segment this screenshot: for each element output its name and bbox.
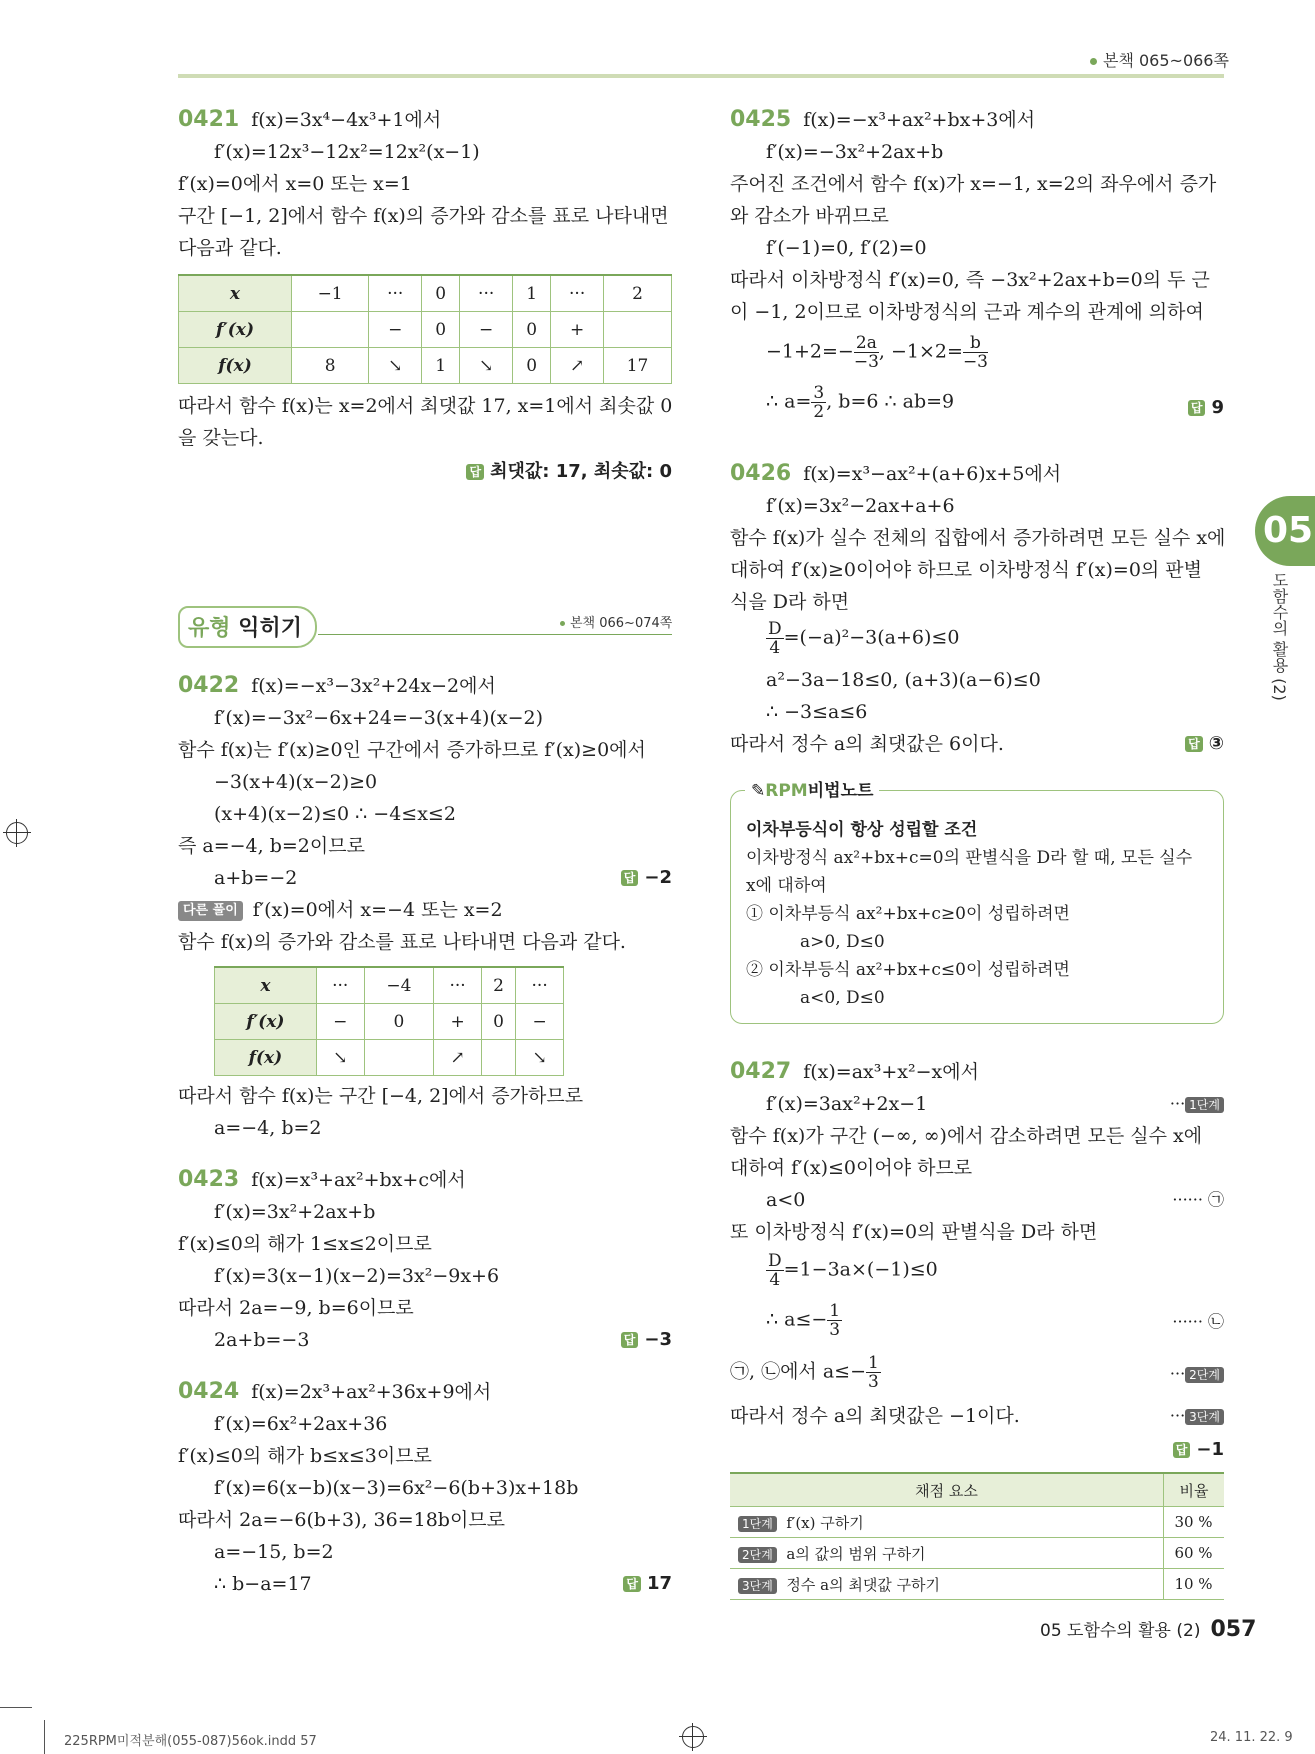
problem-number: 0422 — [178, 673, 240, 698]
problem-0424-line-1: 0424 f(x)=2x³+ax²+36x+9에서 — [178, 1379, 492, 1404]
table-row: x ··· −4 ··· 2 ··· — [215, 967, 564, 1004]
crop-mark — [44, 1720, 45, 1754]
variation-table-0421 — [178, 274, 672, 384]
problem-0422-line-8: 다른 풀이 f′(x)=0에서 x=−4 또는 x=2 — [178, 894, 503, 926]
step-2-label: ··· 2단계 — [1170, 1358, 1224, 1390]
problem-0421-line-2: f′(x)=12x³−12x²=12x²(x−1) — [214, 141, 480, 163]
problem-number: 0421 — [178, 107, 240, 132]
problem-0422-line-2: f′(x)=−3x²−6x+24=−3(x+4)(x−2) — [214, 707, 543, 729]
problem-number: 0426 — [730, 461, 792, 486]
problem-0421-line-1: 0421 f(x)=3x⁴−4x³+1에서 — [178, 107, 442, 132]
problem-0421-line-6: 따라서 함수 f(x)는 x=2에서 최댓값 17, x=1에서 최솟값 0 — [178, 395, 673, 417]
problem-0423-line-2: f′(x)=3x²+2ax+b — [214, 1201, 376, 1223]
answer-tag: 답 — [1185, 736, 1203, 752]
fraction: $\frac{D}{4}$ — [768, 1251, 782, 1290]
pencil-icon: ✎ — [751, 781, 766, 801]
problem-0424-line-4: f′(x)=6(x−b)(x−3)=6x²−6(b+3)x+18b — [214, 1477, 579, 1499]
table-row: f(x) ↘ ↗ ↘ — [215, 1040, 564, 1076]
problem-0426-line-1: 0426 f(x)=x³−ax²+(a+6)x+5에서 — [730, 461, 1062, 486]
section-reference: 본책 066~074쪽 — [560, 612, 672, 631]
bullet-dot-icon — [1090, 58, 1097, 65]
chapter-side-title: 도함수의 활용 (2) — [1270, 572, 1289, 701]
problem-0426-line-2: f′(x)=3x²−2ax+a+6 — [766, 495, 955, 517]
problem-0425-line-6: 따라서 이차방정식 f′(x)=0, 즉 −3x²+2ax+b=0의 두 근 — [730, 269, 1210, 291]
answer-tag: 답 — [621, 870, 639, 886]
answer-tag: 답 — [621, 1332, 639, 1348]
problem-number: 0425 — [730, 107, 792, 132]
problem-0421-line-7: 을 갖는다. — [178, 427, 264, 449]
table-row: f′(x) − 0 + 0 − — [215, 1004, 564, 1040]
problem-0427-line-3: 함수 f(x)가 구간 (−∞, ∞)에서 감소하려면 모든 실수 x에 — [730, 1125, 1203, 1147]
problem-0422-line-1: 0422 f(x)=−x³−3x²+24x−2에서 — [178, 673, 496, 698]
problem-0422-line-7: a+b=−2 — [214, 867, 298, 889]
section-title: 유형 익히기 — [188, 616, 302, 641]
problem-0427-line-5: a<0 — [766, 1189, 806, 1211]
problem-0421-line-4: 구간 [−1, 2]에서 함수 f(x)의 증가와 감소를 표로 나타내면 — [178, 205, 669, 227]
problem-0423-line-1: 0423 f(x)=x³+ax²+bx+c에서 — [178, 1167, 466, 1192]
header-reference: 본책 065~066쪽 — [1090, 48, 1229, 71]
problem-0424-line-3: f′(x)≤0의 해가 b≤x≤3이므로 — [178, 1445, 432, 1467]
table-row: f(x) 8 ↘ 1 ↘ 0 ↗ 17 — [179, 348, 672, 384]
table-header-row: 채점 요소 비율 — [730, 1473, 1224, 1507]
section-rule — [318, 634, 672, 635]
problem-0427-line-4: 대하여 f′(x)≤0이어야 하므로 — [730, 1157, 973, 1179]
fraction: $\frac{2a}{-3}$ — [853, 333, 879, 372]
problem-0426-line-8: ∴ −3≤a≤6 — [766, 701, 868, 723]
fraction: $\frac{1}{3}$ — [829, 1301, 841, 1340]
answer-0423: 답 −3 — [621, 1324, 672, 1356]
step-3-label: ··· 3단계 — [1170, 1400, 1224, 1432]
problem-0421-line-5: 다음과 같다. — [178, 237, 282, 259]
table-row: 1단계 f′(x) 구하기 30 % — [730, 1507, 1224, 1538]
problem-0426-line-6: $\frac{D}{4}$ =(−a)²−3(a+6)≤0 — [768, 619, 960, 658]
crop-mark — [0, 1707, 32, 1708]
print-slug-date: 24. 11. 22. 9 — [1210, 1730, 1293, 1745]
answer-tag: 답 — [1173, 1442, 1191, 1458]
problem-0425-line-3: 주어진 조건에서 함수 f(x)가 x=−1, x=2의 좌우에서 증가 — [730, 173, 1217, 195]
table-row: 2단계 a의 값의 범위 구하기 60 % — [730, 1538, 1224, 1569]
problem-0422-line-9: 함수 f(x)의 증가와 감소를 표로 나타내면 다음과 같다. — [178, 931, 626, 953]
step-1-label: ··· 1단계 — [1170, 1088, 1224, 1120]
table-row: f′(x) − 0 − 0 + — [179, 312, 672, 348]
answer-tag: 답 — [1188, 400, 1206, 416]
problem-number: 0424 — [178, 1379, 240, 1404]
problem-0423-line-3: f′(x)≤0의 해가 1≤x≤2이므로 — [178, 1233, 432, 1255]
problem-0424-line-2: f′(x)=6x²+2ax+36 — [214, 1413, 388, 1435]
mark-2: ······ ㉡ — [1172, 1312, 1224, 1331]
bullet-dot-icon — [560, 621, 565, 626]
problem-0422-line-10: 따라서 함수 f(x)는 구간 [−4, 2]에서 증가하므로 — [178, 1085, 584, 1107]
answer-tag: 답 — [466, 464, 484, 480]
problem-0426-line-5: 식을 D라 하면 — [730, 591, 850, 613]
problem-0427-line-1: 0427 f(x)=ax³+x²−x에서 — [730, 1059, 979, 1084]
problem-0422-line-6: 즉 a=−4, b=2이므로 — [178, 835, 365, 857]
problem-0422-line-3: 함수 f(x)는 f′(x)≥0인 구간에서 증가하므로 f′(x)≥0에서 — [178, 739, 646, 761]
problem-number: 0427 — [730, 1059, 792, 1084]
fraction: $\frac{b}{-3}$ — [962, 333, 988, 372]
problem-0427-line-7: $\frac{D}{4}$ =1−3a×(−1)≤0 — [768, 1251, 938, 1290]
fraction: $\frac{3}{2}$ — [813, 383, 825, 422]
print-slug-file: 225RPM미적분해(055-087)56ok.indd 57 — [64, 1734, 317, 1749]
answer-0424: 답 17 — [623, 1568, 672, 1600]
tip-note-title: 이차부등식이 항상 성립할 조건 — [746, 820, 978, 840]
problem-0423-line-6: 2a+b=−3 — [214, 1329, 310, 1351]
answer-0422: 답 −2 — [621, 862, 672, 894]
answer-0421: 답 최댓값: 17, 최솟값: 0 — [466, 456, 672, 488]
problem-0424-line-7: ∴ b−a=17 — [214, 1573, 312, 1595]
problem-0422-line-4: −3(x+4)(x−2)≥0 — [214, 771, 378, 793]
answer-tag: 답 — [623, 1576, 641, 1592]
fraction: $\frac{1}{3}$ — [868, 1353, 879, 1392]
problem-0427-line-6: 또 이차방정식 f′(x)=0의 판별식을 D라 하면 — [730, 1221, 1098, 1243]
problem-0425-line-8: −1+2=− $\frac{2a}{-3}$ , −1×2= $\frac{b}{-3}$ — [766, 333, 988, 372]
left-column-lower — [178, 670, 672, 1600]
page-number: 057 — [1210, 1617, 1257, 1642]
registration-mark-icon — [6, 822, 28, 844]
answer-0426: 답 ③ — [1185, 728, 1224, 760]
registration-mark-icon — [682, 1726, 704, 1748]
right-column-lower — [730, 1056, 1224, 1460]
problem-0427-line-2: f′(x)=3ax²+2x−1 — [766, 1093, 928, 1115]
grading-table — [730, 1472, 1224, 1600]
problem-0427-line-10: 따라서 정수 a의 최댓값은 −1이다. — [730, 1405, 1020, 1427]
problem-0423-line-4: f′(x)=3(x−1)(x−2)=3x²−9x+6 — [214, 1265, 500, 1287]
alt-solution-badge: 다른 풀이 — [178, 901, 243, 921]
tip-note-tag: ✎RPM비법노트 — [745, 776, 879, 801]
problem-0422-line-11: a=−4, b=2 — [214, 1117, 322, 1139]
problem-0425-line-2: f′(x)=−3x²+2ax+b — [766, 141, 944, 163]
variation-table-0422 — [214, 966, 564, 1076]
table-row: x −1 ··· 0 ··· 1 ··· 2 — [179, 275, 672, 312]
problem-0421-line-3: f′(x)=0에서 x=0 또는 x=1 — [178, 173, 412, 195]
problem-0425-line-4: 와 감소가 바뀌므로 — [730, 205, 889, 227]
problem-0424-line-5: 따라서 2a=−6(b+3), 36=18b이므로 — [178, 1509, 506, 1531]
answer-0425: 답 9 — [1188, 392, 1224, 424]
problem-0426-line-7: a²−3a−18≤0, (a+3)(a−6)≤0 — [766, 669, 1041, 691]
problem-0423-line-5: 따라서 2a=−9, b=6이므로 — [178, 1297, 414, 1319]
problem-0425-line-9: ∴ a= $\frac{3}{2}$ , b=6 ∴ ab=9 — [766, 383, 955, 422]
mark-1: ······ ㉠ — [1172, 1190, 1224, 1209]
problem-0427-line-9: ㉠, ㉡에서 a≤− $\frac{1}{3}$ — [730, 1353, 879, 1392]
problem-0424-line-6: a=−15, b=2 — [214, 1541, 334, 1563]
chapter-tab: 05 — [1255, 496, 1315, 566]
table-row: 3단계 정수 a의 최댓값 구하기 10 % — [730, 1569, 1224, 1600]
problem-0422-line-5: (x+4)(x−2)≤0 ∴ −4≤x≤2 — [214, 803, 456, 825]
page-footer: 05 도함수의 활용 (2) 057 — [1040, 1617, 1257, 1642]
header-rule — [178, 74, 1224, 78]
problem-0426-line-4: 대하여 f′(x)≥0이어야 하므로 이차방정식 f′(x)=0의 판별 — [730, 559, 1203, 581]
fraction: $\frac{D}{4}$ — [768, 619, 782, 658]
problem-0425-line-5: f′(−1)=0, f′(2)=0 — [766, 237, 927, 259]
problem-0427-line-8: ∴ a≤− $\frac{1}{3}$ — [766, 1301, 841, 1340]
problem-number: 0423 — [178, 1167, 240, 1192]
problem-0425-line-7: 이 −1, 2이므로 이차방정식의 근과 계수의 관계에 의하여 — [730, 301, 1204, 323]
problem-0425-line-1: 0425 f(x)=−x³+ax²+bx+3에서 — [730, 107, 1036, 132]
problem-0426-line-3: 함수 f(x)가 실수 전체의 집합에서 증가하려면 모든 실수 x에 — [730, 527, 1226, 549]
answer-0427: 답 −1 — [1173, 1434, 1224, 1466]
problem-0426-line-9: 따라서 정수 a의 최댓값은 6이다. — [730, 733, 1004, 755]
